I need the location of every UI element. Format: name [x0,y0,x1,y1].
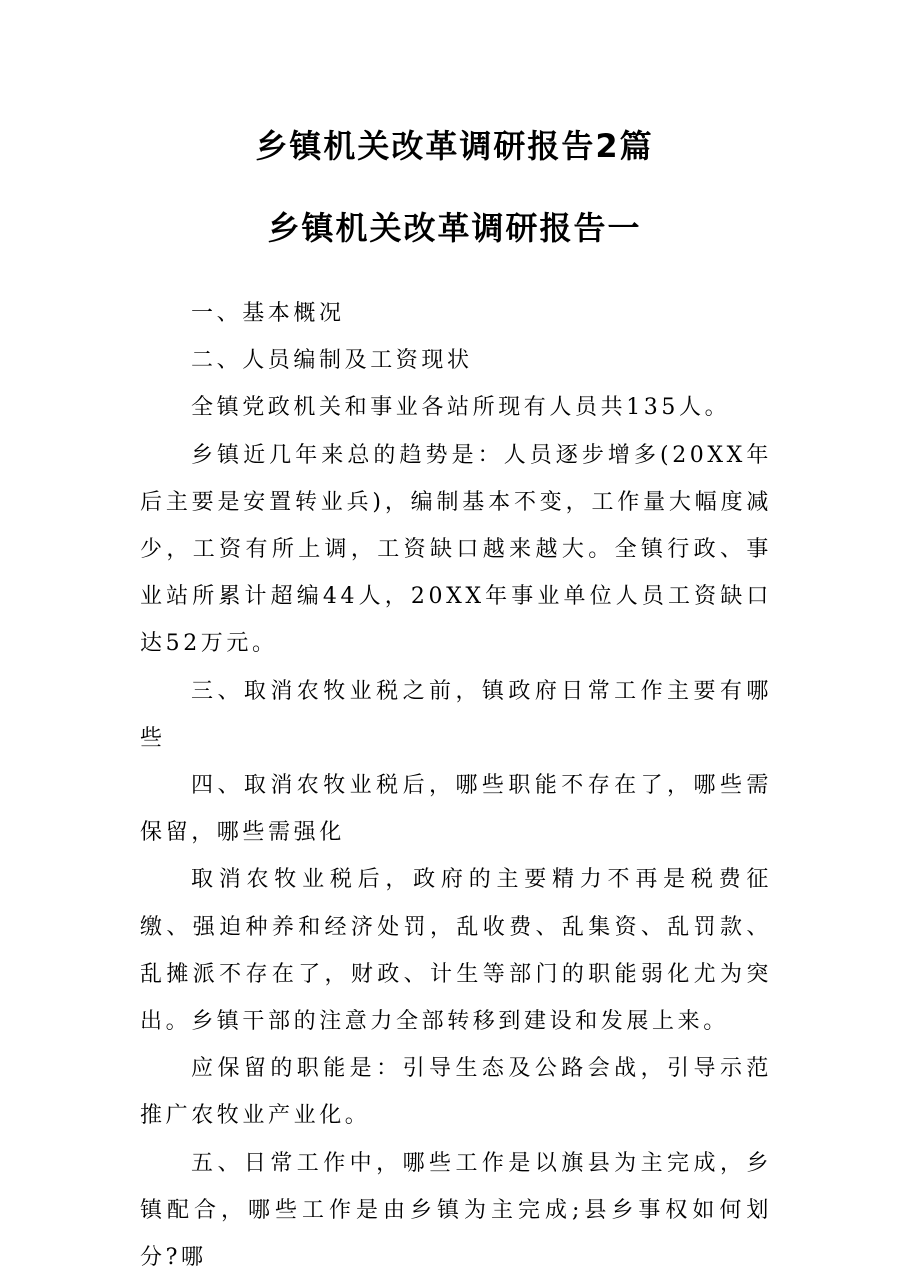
body-paragraph: 全镇党政机关和事业各站所现有人员共135人。 [191,395,731,421]
document-title: 乡镇机关改革调研报告2篇 [255,127,654,165]
section-heading-3: 三、取消农牧业税之前，镇政府日常工作主要有哪些 [140,678,772,751]
report-subtitle: 乡镇机关改革调研报告一 [267,209,642,247]
body-paragraph: 乡镇近几年来总的趋势是：人员逐步增多(20XX年后主要是安置转业兵)，编制基本不变，工作量大幅度减少，工资有所上调，工资缺口越来越大。全镇行政、事业站所累计超编44人，20XX年事业单位人员工资缺口达52万元。 [140,442,772,657]
section-heading-4: 四、取消农牧业税后，哪些职能不存在了，哪些需保留，哪些需强化 [140,773,772,846]
body-paragraph: 应保留的职能是：引导生态及公路会战，引导示范推广农牧业产业化。 [140,1056,772,1129]
body-paragraph: 取消农牧业税后，政府的主要精力不再是税费征缴、强迫种养和经济处罚，乱收费、乱集资、乱罚款、乱摊派不存在了，财政、计生等部门的职能弱化尤为突出。乡镇干部的注意力全部转移到建设和发展上来。 [140,867,772,1035]
section-heading-1: 一、基本概况 [191,301,345,326]
section-heading-2: 二、人员编制及工资现状 [191,348,473,374]
document-body [140,290,772,1281]
section-heading-5: 五、日常工作中，哪些工作是以旗县为主完成，乡镇配合，哪些工作是由乡镇为主完成;县乡事权如何划分?哪 [140,1150,772,1271]
